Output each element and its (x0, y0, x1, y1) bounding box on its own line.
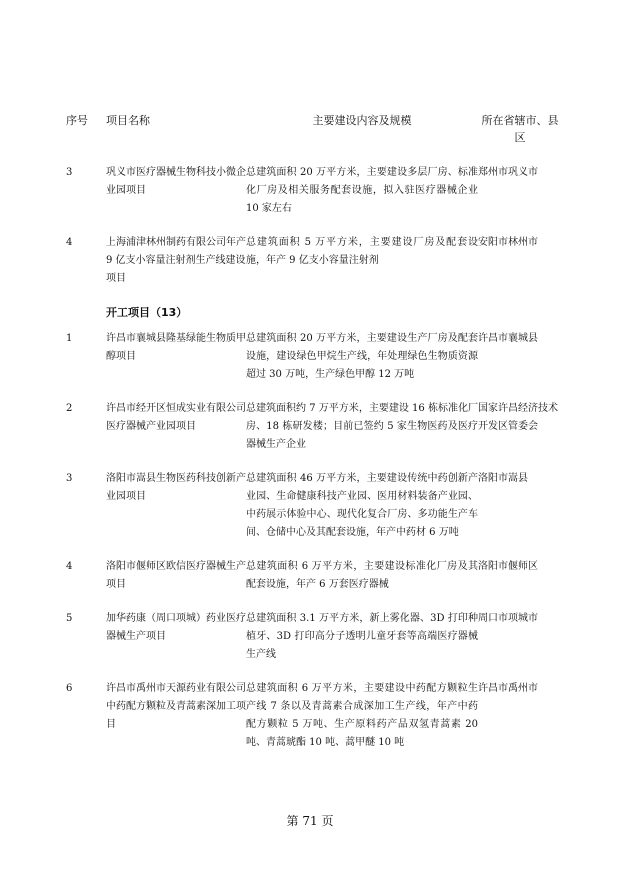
project-table (66, 112, 562, 768)
row-content: 总建筑面积约 7 万平方米，主要建设 16 栋标准化厂房、18 栋研发楼；目前已签约 5 家生物医药及医疗器械生产企业 (246, 403, 478, 450)
row-location: 周口市项城市 (478, 613, 538, 624)
row-no: 2 (66, 403, 73, 414)
row-name: 巩义市医疗器械生物科技小微企业园项目 (106, 167, 246, 196)
row-no: 3 (66, 473, 73, 484)
table-header (66, 112, 562, 158)
table-row (66, 558, 562, 610)
row-name: 许昌市禹州市天源药业有限公司中药配方颗粒及青蒿素深加工项目 (106, 683, 246, 730)
row-location: 国家许昌经济技术开发区管委会 (478, 403, 558, 432)
row-location: 郑州市巩义市 (478, 167, 538, 178)
row-no: 5 (66, 613, 73, 624)
row-no: 1 (66, 333, 73, 344)
header-content: 主要建设内容及规模 (312, 114, 412, 127)
table-row (66, 234, 562, 304)
table-row (66, 330, 562, 400)
row-content: 总建筑面积 46 万平方米，主要建设传统中药创新产业园、生命健康科技产业园、医用材料装备产业园、中药展示体验中心、现代化复合厂房、多功能生产车间、仓储中心及其配套设施，年产中药材 6 万吨 (246, 473, 478, 538)
row-content: 总建筑面积 20 万平方米，主要建设多层厂房、标准化厂房及相关服务配套设施，拟入驻医疗器械企业 10 家左右 (246, 167, 478, 214)
section-row (66, 304, 562, 330)
table-body (66, 158, 562, 768)
row-name: 上海浦津林州制药有限公司年产 9 亿支小容量注射剂生产线建设项目 (106, 237, 246, 284)
row-content: 总建筑面积 6 万平方米，主要建设中药配方颗粒生产线 7 条以及青蒿素合成深加工生产线，年产中药配方颗粒 5 万吨、生产原料药产品双氢青蒿素 20 吨、青蒿琥酯 10 吨、蒿甲醚 10 吨 (246, 683, 478, 748)
header-name: 项目名称 (106, 114, 150, 127)
page-number: 第 71 页 (286, 814, 334, 828)
table-row (66, 470, 562, 558)
row-no: 6 (66, 683, 73, 694)
table-row (66, 400, 562, 470)
row-no: 4 (66, 237, 73, 248)
row-name: 洛阳市嵩县生物医药科技创新产业园项目 (106, 473, 246, 502)
row-location: 洛阳市偃师区 (478, 561, 538, 572)
header-no: 序号 (66, 114, 88, 127)
row-name: 许昌市襄城县隆基绿能生物质甲醇项目 (106, 333, 246, 362)
row-location: 许昌市禹州市 (478, 683, 538, 694)
row-content: 总建筑面积 20 万平方米，主要建设生产厂房及配套设施，建设绿色甲烷生产线，年处理绿色生物质资源超过 30 万吨，生产绿色甲醇 12 万吨 (246, 333, 478, 380)
row-content: 总建筑面积 6 万平方米，主要建设标准化厂房及其配套设施，年产 6 万套医疗器械 (246, 561, 478, 590)
row-location: 安阳市林州市 (478, 237, 538, 248)
row-content: 总建筑面积 5 万平方米，主要建设厂房及配套设施，年产 9 亿支小容量注射剂 (246, 237, 478, 266)
row-no: 4 (66, 561, 73, 572)
row-no: 3 (66, 167, 73, 178)
row-name: 许昌市经开区恒成实业有限公司医疗器械产业园项目 (106, 403, 246, 432)
row-location: 许昌市襄城县 (478, 333, 538, 344)
section-title: 开工项目（13） (106, 306, 188, 319)
table-row (66, 610, 562, 680)
header-location: 所在省辖市、县区 (481, 114, 559, 144)
row-name: 洛阳市偃师区欧信医疗器械生产项目 (106, 561, 246, 590)
row-location: 洛阳市嵩县 (478, 473, 528, 484)
table-row (66, 680, 562, 768)
row-content: 总建筑面积 3.1 万平方米，新上雾化器、3D 打印种植牙、3D 打印高分子透明儿童牙套等高端医疗器械生产线 (246, 613, 478, 660)
row-name: 加华药康（周口项城）药业医疗器械生产项目 (106, 613, 246, 642)
table-row (66, 158, 562, 234)
